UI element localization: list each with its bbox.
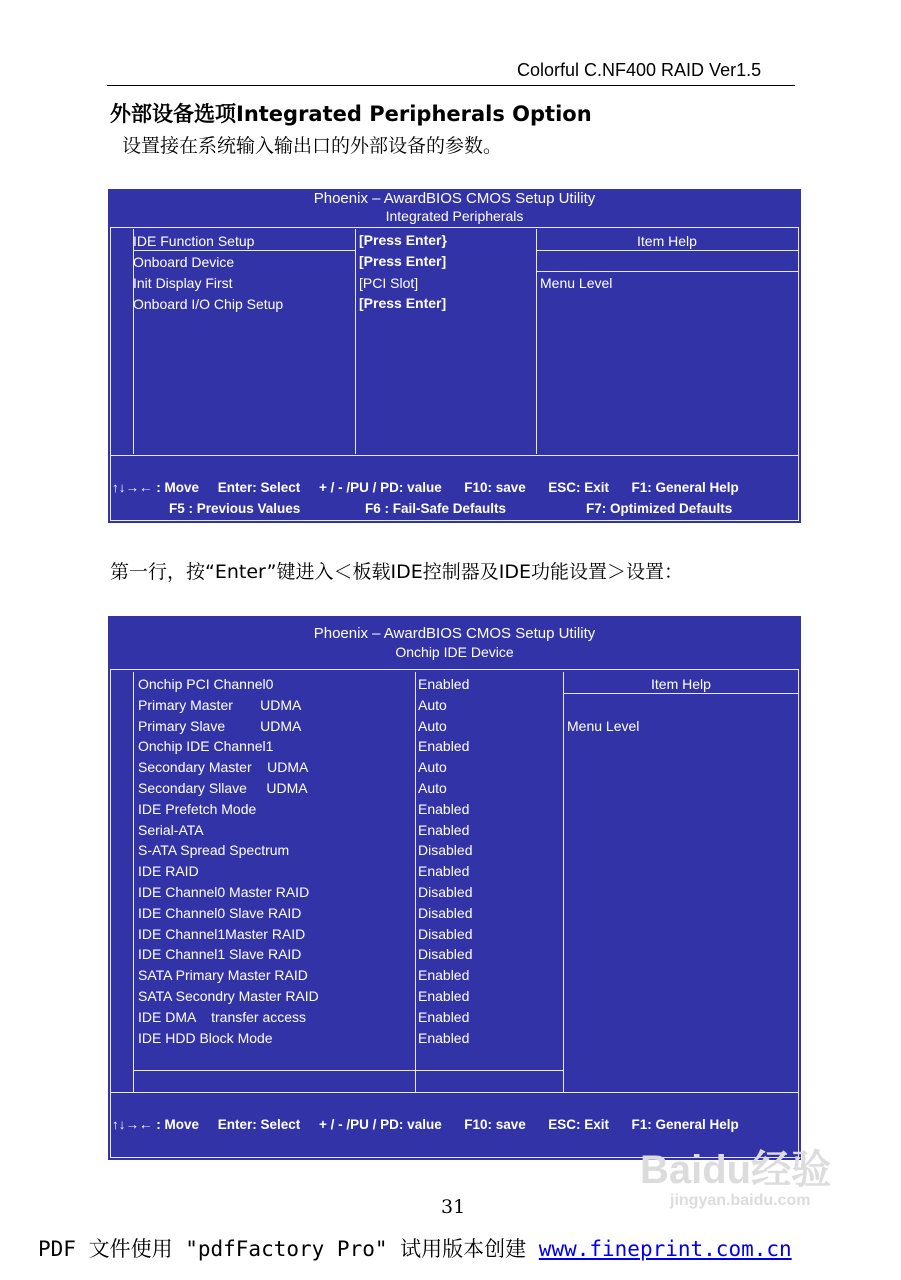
menu-item-label[interactable]: Primary Master UDMA (138, 697, 302, 713)
menu-item-value[interactable]: Auto (418, 718, 447, 734)
menu-value-ide-function-setup[interactable]: [Press Enter} (359, 232, 447, 248)
bios-title: Phoenix – AwardBIOS CMOS Setup Utility (313, 190, 596, 207)
baidu-watermark (640, 1148, 831, 1210)
menu-item-value[interactable]: Enabled (418, 988, 470, 1004)
menu-item-value[interactable]: Enabled (418, 863, 470, 879)
menu-item-label[interactable]: SATA Primary Master RAID (138, 967, 308, 983)
key-fail-safe-defaults: F6 : Fail-Safe Defaults (365, 501, 507, 516)
menu-item-init-display-first[interactable]: Init Display First (133, 275, 233, 291)
item-help-header: Item Help (637, 233, 697, 249)
menu-item-label[interactable]: IDE Prefetch Mode (138, 801, 257, 817)
menu-item-value[interactable]: Enabled (418, 1030, 470, 1046)
menu-item-onboard-device[interactable]: Onboard Device (133, 254, 235, 270)
menu-item-value[interactable]: Disabled (418, 884, 473, 900)
item-help-header: Item Help (651, 676, 711, 692)
bios-subtitle: Integrated Peripherals (385, 208, 524, 224)
instruction-paragraph: 第一行，按“Enter”键进入＜板载IDE控制器及IDE功能设置＞设置： (110, 561, 683, 583)
key-legend-line1: ↑↓→← : Move Enter: Select + / - /PU / PD: value F10: save ESC: Exit F1: General Help (112, 1117, 739, 1132)
bios-title: Phoenix – AwardBIOS CMOS Setup Utility (313, 625, 596, 642)
key-legend-line1: ↑↓→← : Move Enter: Select + / - /PU / PD: value F10: save ESC: Exit F1: General Help (112, 480, 739, 495)
menu-item-value[interactable]: Auto (418, 697, 447, 713)
bios-subtitle: Onchip IDE Device (395, 644, 514, 660)
menu-item-label[interactable]: IDE Channel1Master RAID (138, 926, 306, 942)
menu-item-value[interactable]: Enabled (418, 967, 470, 983)
menu-item-label[interactable]: Onchip PCI Channel0 (138, 676, 274, 692)
menu-item-value[interactable]: Disabled (418, 946, 473, 962)
bios-screen-integrated-peripherals (108, 189, 801, 523)
header-rule (107, 85, 795, 86)
menu-item-value[interactable]: Enabled (418, 1009, 470, 1025)
menu-value-onboard-io-chip-setup[interactable]: [Press Enter] (359, 295, 447, 311)
menu-item-label[interactable]: IDE Channel0 Slave RAID (138, 905, 302, 921)
menu-item-value[interactable]: Enabled (418, 738, 470, 754)
document-header: Colorful C.NF400 RAID Ver1.5 (517, 60, 762, 80)
pdf-footer (38, 1233, 792, 1263)
menu-item-value[interactable]: Auto (418, 759, 447, 775)
watermark-sub: jingyan.baidu.com (670, 1192, 811, 1209)
menu-value-init-display-first[interactable]: [PCI Slot] (359, 275, 419, 291)
menu-item-label[interactable]: IDE RAID (138, 863, 199, 879)
menu-item-label[interactable]: IDE DMA transfer access (138, 1009, 307, 1025)
menu-item-label[interactable]: Secondary Sllave UDMA (138, 780, 308, 796)
menu-item-label[interactable]: Onchip IDE Channel1 (138, 738, 274, 754)
footer-text: PDF 文件使用 "pdfFactory Pro" 试用版本创建 (38, 1237, 539, 1261)
menu-item-label[interactable]: Primary Slave UDMA (138, 718, 302, 734)
watermark-main: Baidu经验 (640, 1148, 832, 1192)
menu-item-label[interactable]: S-ATA Spread Spectrum (138, 842, 290, 858)
menu-item-label[interactable]: SATA Secondry Master RAID (138, 988, 319, 1004)
menu-item-onboard-io-chip-setup[interactable]: Onboard I/O Chip Setup (133, 296, 284, 312)
footer-link[interactable]: www.fineprint.com.cn (538, 1237, 792, 1261)
menu-value-onboard-device[interactable]: [Press Enter] (359, 253, 447, 269)
menu-level-label: Menu Level (567, 718, 640, 734)
key-previous-values: F5 : Previous Values (169, 501, 301, 516)
menu-item-value[interactable]: Auto (418, 780, 447, 796)
menu-item-value[interactable]: Disabled (418, 926, 473, 942)
section-subtitle: 设置接在系统输入输出口的外部设备的参数。 (122, 135, 503, 157)
menu-item-label[interactable]: IDE Channel1 Slave RAID (138, 946, 302, 962)
menu-level-label: Menu Level (540, 275, 613, 291)
key-optimized-defaults: F7: Optimized Defaults (586, 501, 733, 516)
menu-item-value[interactable]: Enabled (418, 676, 470, 692)
menu-item-ide-function-setup[interactable]: IDE Function Setup (133, 233, 255, 249)
menu-item-value[interactable]: Disabled (418, 842, 473, 858)
bios-screen-onchip-ide-device (108, 616, 801, 1160)
menu-item-label[interactable]: Serial-ATA (138, 822, 204, 838)
menu-item-value[interactable]: Enabled (418, 822, 470, 838)
menu-item-value[interactable]: Disabled (418, 905, 473, 921)
menu-item-label[interactable]: IDE Channel0 Master RAID (138, 884, 310, 900)
menu-item-label[interactable]: IDE HDD Block Mode (138, 1030, 273, 1046)
section-title: 外部设备选项Integrated Peripherals Option (110, 102, 592, 126)
menu-item-label[interactable]: Secondary Master UDMA (138, 759, 309, 775)
menu-item-value[interactable]: Enabled (418, 801, 470, 817)
page-number: 31 (441, 1196, 466, 1218)
